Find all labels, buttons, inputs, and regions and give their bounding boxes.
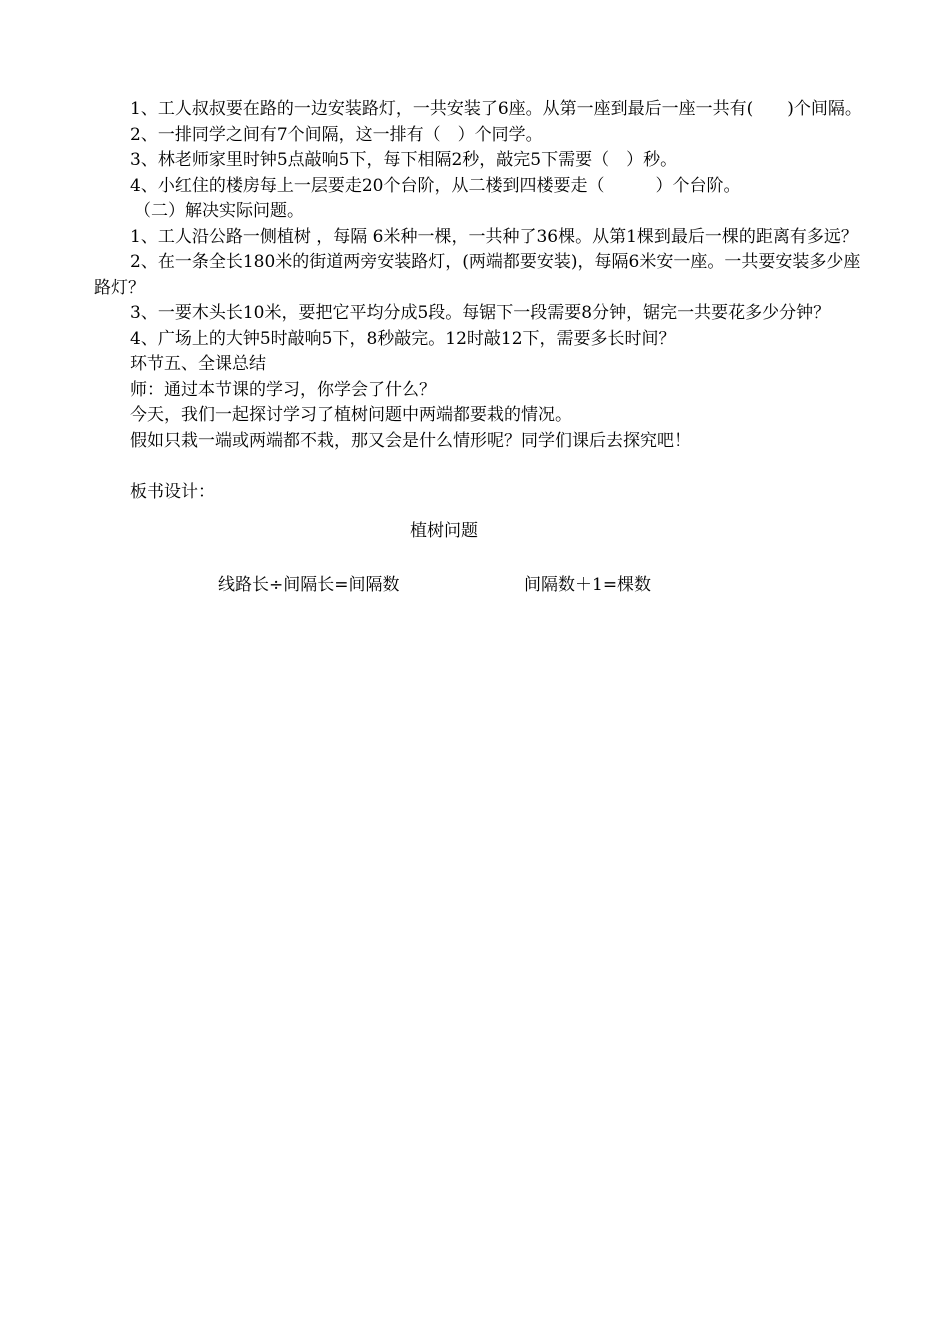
fill-blank-question-4: 4、小红住的楼房每上一层要走20个台阶，从二楼到四楼要走（ ）个台阶。: [130, 175, 741, 196]
fill-blank-question-3: 3、林老师家里时钟5点敲响5下，每下相隔2秒，敲完5下需要（ ）秒。: [130, 150, 678, 170]
teacher-question: 师：通过本节课的学习，你学会了什么？: [130, 379, 436, 400]
practical-problem-1: 1、工人沿公路一侧植树 ，每隔 6米种一棵，一共种了36棵。从第1棵到最后一棵的距离有多远？: [130, 226, 858, 247]
formula-tree-count: 间隔数＋1=棵数: [524, 574, 652, 595]
practical-problem-4: 4、广场上的大钟5时敲响5下，8秒敲完。12时敲12下，需要多长时间？: [130, 328, 676, 349]
formula-interval-count: 线路长÷间隔长=间隔数: [218, 574, 400, 595]
section-two-heading: （二）解决实际问题。: [134, 201, 304, 221]
board-design-formulas: [94, 573, 862, 613]
fill-blank-question-2: 2、一排同学之间有7个间隔，这一排有（ ）个同学。: [130, 124, 543, 145]
fill-blank-question-1: 1、工人叔叔要在路的一边安装路灯，一共安装了6座。从第一座到最后一座一共有( )个间隔。: [130, 99, 862, 119]
summary-extension: 假如只栽一端或两端都不栽，那又会是什么情形呢？同学们课后去探究吧！: [130, 430, 691, 451]
summary-heading: 环节五、全课总结: [130, 354, 266, 374]
document-body: [94, 97, 862, 613]
practical-problem-2: 2、在一条全长180米的街道两旁安装路灯，(两端都要安装)，每隔6米安一座。一共要安装多少座路灯？: [94, 252, 861, 298]
practical-problem-3: 3、一要木头长10米，要把它平均分成5段。每锯下一段需要8分钟，锯完一共要花多少分钟？: [130, 303, 831, 323]
board-design-label: 板书设计：: [130, 481, 215, 502]
blank-line: [94, 454, 862, 480]
board-design-title: 植树问题: [410, 521, 478, 541]
summary-today: 今天，我们一起探讨学习了植树问题中两端都要栽的情况。: [130, 405, 572, 425]
